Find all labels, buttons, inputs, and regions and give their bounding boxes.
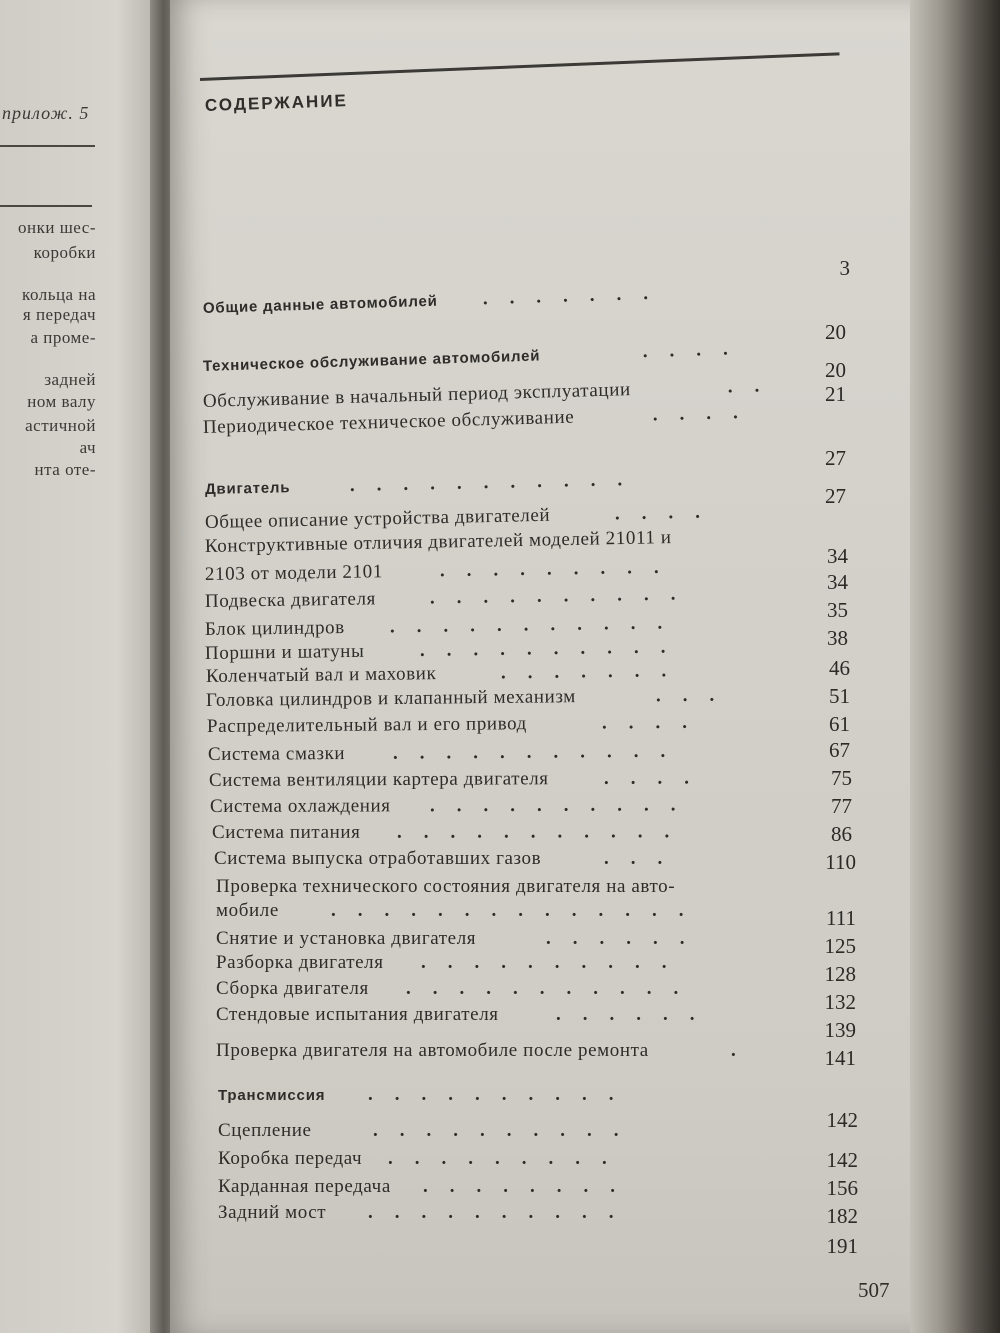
page-number: 20: [825, 358, 846, 382]
page-number: 27: [825, 446, 846, 470]
previous-page-fragment: ач: [79, 438, 96, 457]
leader-dots: ........: [423, 1176, 637, 1197]
toc-entry-label: Разборка двигателя: [216, 952, 384, 973]
previous-page-fragment: ном валу: [27, 392, 96, 411]
previous-page-fragment: я передач: [22, 305, 96, 324]
toc-entry-label: 2103 от модели 2101: [204, 561, 384, 585]
leader-dots: ..............: [331, 900, 706, 921]
toc-entry-label: Система выпуска отработавших газов: [214, 848, 542, 869]
toc-entry-label: Распределительный вал и его привод: [206, 713, 527, 737]
toc-entry: [202, 374, 782, 417]
toc-entry-label: Коробка передач: [218, 1148, 363, 1169]
leader-dots: ......: [556, 1004, 717, 1025]
toc-entry-label: Система питания: [211, 821, 361, 843]
toc-entry-label: Поршни и шатуны: [204, 640, 365, 664]
previous-page-fragment: задней: [44, 370, 96, 389]
page-number: 86: [831, 822, 852, 846]
leader-dots: ..........: [419, 636, 688, 661]
toc-entry-label: Коленчатый вал и маховик: [205, 663, 437, 687]
toc-entry-label: Система смазки: [207, 743, 346, 765]
toc-entry-label: Общее описание устройства двигателей: [204, 504, 551, 533]
leader-dots: ..........: [368, 1202, 636, 1223]
page-number: 46: [829, 656, 850, 680]
page-number: 34: [827, 544, 848, 568]
toc-entry-label: Проверка двигателя на автомобиле после ремонта: [216, 1040, 649, 1061]
page-number: 51: [829, 684, 850, 708]
leader-dots: ...........: [389, 612, 685, 638]
leader-dots: ....: [603, 767, 712, 789]
page-number: 3: [839, 256, 850, 280]
toc-entry: [202, 282, 671, 323]
leader-dots: .........: [439, 556, 681, 582]
leader-dots: ..: [727, 374, 782, 398]
page-number: 38: [827, 626, 848, 650]
previous-page-header: прилож. 5: [2, 103, 90, 123]
toc-entry-label: Система охлаждения: [209, 795, 391, 817]
toc-entry-label: Обслуживание в начальный период эксплуатации: [202, 379, 631, 412]
leader-dots: ...........: [396, 821, 692, 843]
toc-entry-label: Система вентиляции картера двигателя: [208, 768, 549, 791]
page-number: 191: [826, 1234, 858, 1258]
page-number: 61: [829, 712, 850, 736]
toc-entry-label: Снятие и установка двигателя: [216, 928, 477, 949]
page-number: 21: [825, 382, 846, 406]
leader-dots: ....: [601, 711, 710, 734]
toc-entry-label: Сцепление: [218, 1120, 312, 1141]
leader-dots: ....: [614, 501, 723, 525]
toc-entry-label: Сборка двигателя: [216, 978, 369, 999]
leader-dots: .: [731, 1040, 758, 1061]
leader-dots: ...: [604, 848, 685, 869]
page-number: 75: [831, 766, 852, 790]
contents-heading: СОДЕРЖАНИЕ: [204, 91, 349, 115]
leader-dots: ...........: [406, 978, 701, 999]
leader-dots: ..........: [368, 1084, 636, 1105]
page-number: 34: [827, 570, 848, 594]
previous-page-fragment: коробки: [33, 243, 96, 262]
page-number: 20: [825, 320, 846, 344]
page-number: 182: [826, 1204, 858, 1228]
previous-page-fragment: астичной: [25, 416, 96, 435]
page-number: 77: [831, 794, 852, 818]
page-number: 125: [824, 934, 856, 958]
page-number: 35: [827, 598, 848, 622]
page-number: 156: [826, 1176, 858, 1200]
leader-dots: ..........: [373, 1120, 641, 1141]
page-number: 110: [825, 850, 856, 874]
leader-dots: ..........: [429, 794, 698, 817]
toc-entry-label: Конструктивные отличия двигателей моделей 21011 и: [204, 527, 672, 557]
folio-page-number: 507: [858, 1278, 890, 1302]
page-number: 128: [824, 962, 856, 986]
previous-page-fragment: нта оте-: [34, 460, 96, 479]
leader-dots: .......: [482, 282, 671, 310]
toc-entry: [202, 337, 750, 381]
toc-entry-label: Подвеска двигателя: [204, 588, 377, 612]
page-number: 111: [826, 906, 856, 930]
toc-entry-label: Блок цилиндров: [204, 617, 345, 640]
page-number: 132: [824, 990, 856, 1014]
leader-dots: ...........: [392, 740, 688, 764]
leader-dots: .........: [388, 1148, 629, 1169]
leader-dots: ...........: [349, 468, 645, 496]
page-number: 139: [824, 1018, 856, 1042]
toc-entry-label: Двигатель: [204, 479, 291, 498]
page-number: 142: [826, 1148, 858, 1172]
leader-dots: ......: [546, 928, 707, 949]
previous-page-fragment: а проме-: [30, 328, 96, 347]
previous-page-fragment: онки шес-: [18, 218, 96, 237]
toc-entry-label: Проверка технического состояния двигателя на авто-: [216, 876, 676, 897]
toc-entry-label: мобиле: [216, 900, 279, 921]
toc-entry-label: Периодическое техническое обслуживание: [202, 406, 575, 438]
toc-entry-label: Задний мост: [218, 1202, 327, 1223]
toc-entry: [202, 401, 761, 443]
page-number: 141: [824, 1046, 856, 1070]
page-number: 142: [826, 1108, 858, 1132]
toc-entry-label: Трансмиссия: [218, 1087, 326, 1104]
page-number: 67: [829, 738, 850, 762]
toc-entry-label: Стендовые испытания двигателя: [216, 1004, 499, 1025]
leader-dots: ....: [642, 337, 750, 363]
toc-entry-label: Головка цилиндров и клапанный механизм: [205, 686, 576, 711]
leader-dots: ...: [655, 684, 737, 707]
previous-page-fragment: кольца на: [22, 285, 96, 304]
toc-entry: [204, 468, 645, 504]
leader-dots: ..........: [429, 583, 698, 609]
toc-entry-label: Карданная передача: [218, 1176, 391, 1197]
leader-dots: .......: [500, 660, 689, 684]
toc-entry: [204, 501, 723, 538]
page-number: 27: [825, 484, 846, 508]
toc-entry-label: Общие данные автомобилей: [202, 292, 438, 317]
leader-dots: ..........: [421, 952, 689, 973]
leader-dots: ....: [652, 401, 761, 426]
toc-entry-label: Техническое обслуживание автомобилей: [202, 347, 541, 375]
